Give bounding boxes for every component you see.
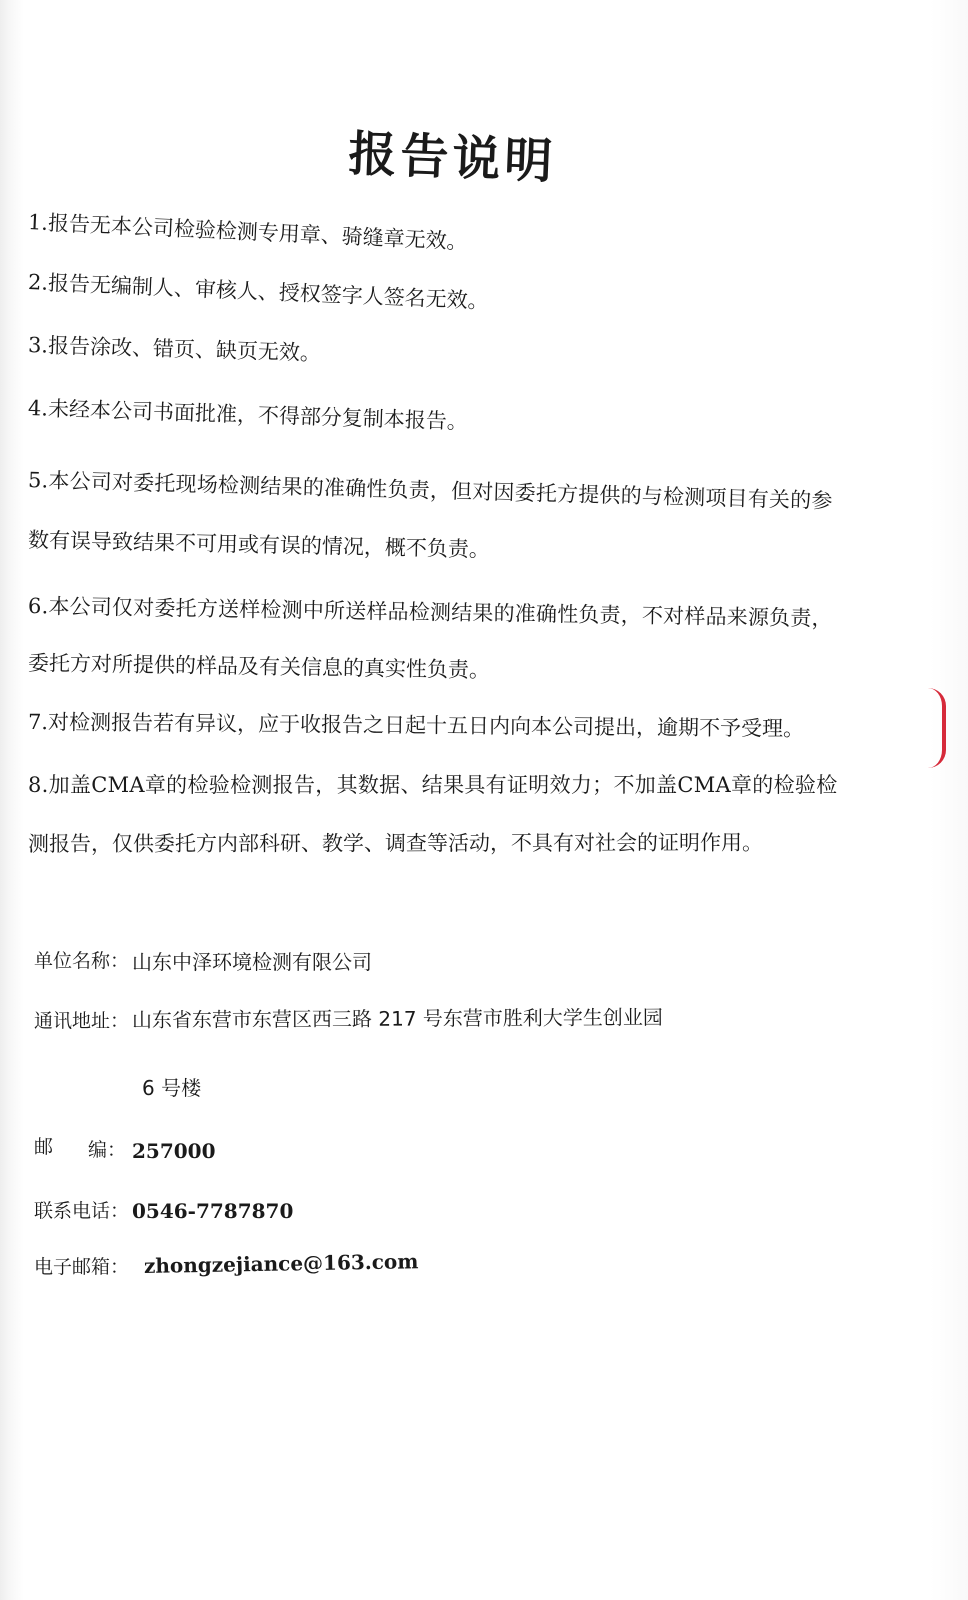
postcode-label-b: 编： — [88, 1139, 127, 1161]
note-5-line-1: 5.本公司对委托现场检测结果的准确性负责，但对因委托方提供的与检测项目有关的参 — [27, 468, 833, 514]
note-1: 1.报告无本公司检验检测专用章、骑缝章无效。 — [27, 210, 469, 254]
address-line-1: 山东省东营市东营区西三路 217 号东营市胜利大学生创业园 — [131, 1005, 663, 1032]
postcode-label-a: 邮 — [34, 1136, 54, 1158]
company-name-label: 单位名称： — [34, 950, 130, 972]
note-6-line-2: 委托方对所提供的样品及有关信息的真实性负责。 — [27, 651, 491, 683]
seal-stamp-edge — [928, 688, 946, 768]
note-2: 2.报告无编制人、审核人、授权签字人签名无效。 — [27, 270, 490, 314]
note-6-line-1: 6.本公司仅对委托方送样检测中所送样品检测结果的准确性负责，不对样品来源负责， — [27, 594, 833, 631]
email-label: 电子邮箱： — [34, 1256, 130, 1278]
phone-label: 联系电话： — [34, 1200, 130, 1222]
company-name: 山东中泽环境检测有限公司 — [132, 950, 372, 974]
postcode: 257000 — [132, 1139, 216, 1163]
note-5-line-2: 数有误导致结果不可用或有误的情况，概不负责。 — [27, 528, 491, 562]
note-4: 4.未经本公司书面批准，不得部分复制本报告。 — [27, 396, 469, 434]
phone: 0546-7787870 — [132, 1199, 294, 1223]
address-line-2: 6 号楼 — [142, 1076, 202, 1100]
note-8-line-1: 8.加盖CMA章的检验检测报告，其数据、结果具有证明效力；不加盖CMA章的检验检 — [28, 773, 838, 797]
address-label: 通讯地址： — [34, 1010, 130, 1032]
email: zhongzejiance@163.com — [143, 1249, 419, 1278]
note-7: 7.对检测报告若有异议，应于收报告之日起十五日内向本公司提出，逾期不予受理。 — [27, 710, 805, 741]
note-3: 3.报告涂改、错页、缺页无效。 — [27, 333, 322, 366]
page-title: 报告说明 — [347, 125, 558, 190]
note-8-line-2: 测报告，仅供委托方内部科研、教学、调查等活动，不具有对社会的证明作用。 — [27, 830, 764, 856]
